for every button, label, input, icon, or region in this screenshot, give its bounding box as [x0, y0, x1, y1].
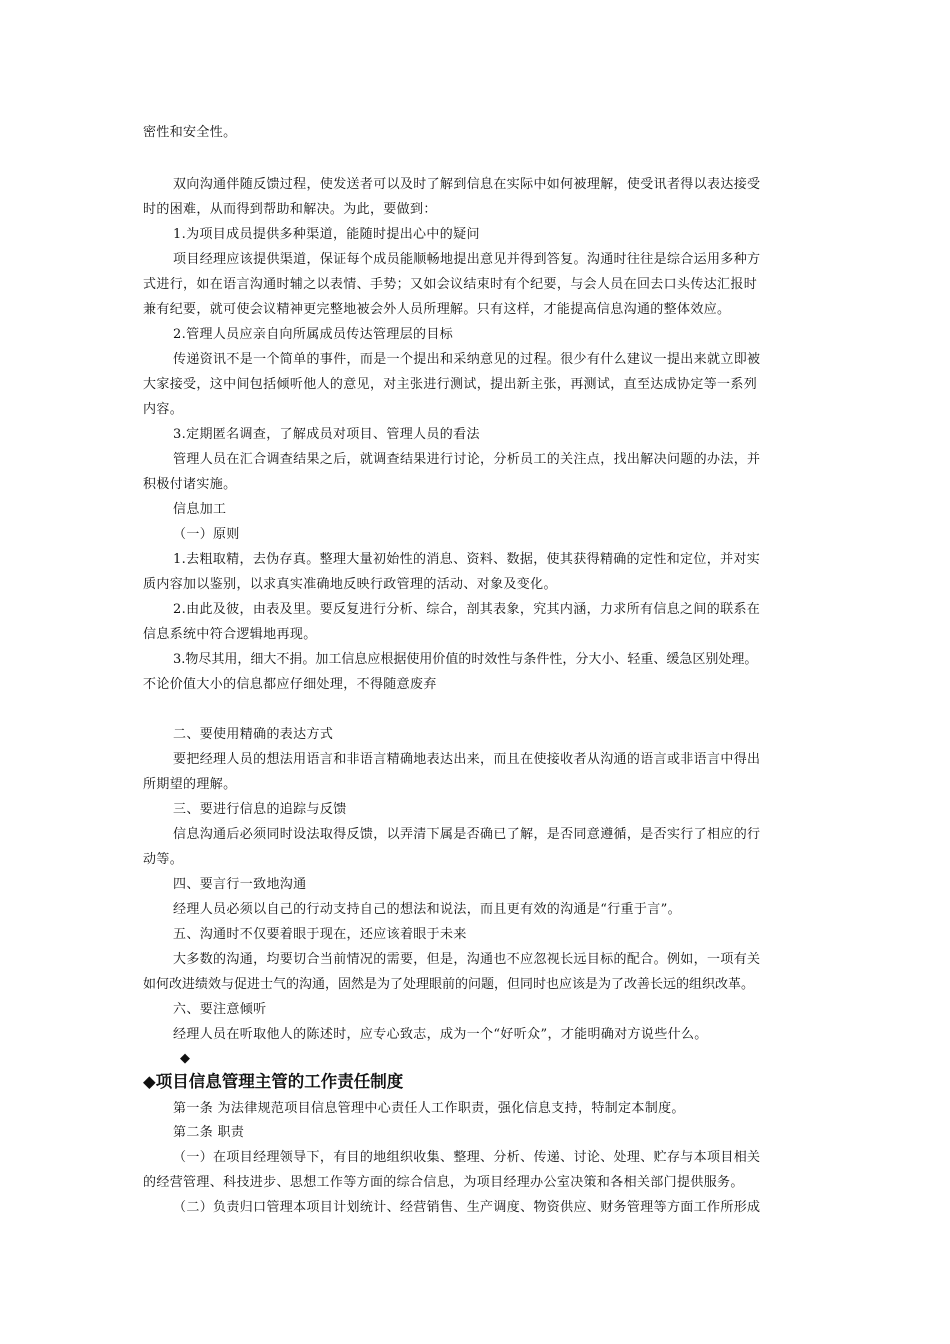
text-line: 传递资讯不是一个简单的事件，而是一个提出和采纳意见的过程。很少有什么建议一提出来就立即被	[173, 352, 761, 367]
section-heading: ◆项目信息管理主管的工作责任制度	[143, 1072, 404, 1091]
text-line: 三、要进行信息的追踪与反馈	[173, 802, 347, 817]
text-line: 3.定期匿名调查，了解成员对项目、管理人员的看法	[173, 427, 480, 442]
text-line: 经理人员在听取他人的陈述时，应专心致志，成为一个“好听众”，才能明确对方说些什么。	[173, 1027, 708, 1042]
text-line: 四、要言行一致地沟通	[173, 877, 307, 892]
text-line: 管理人员在汇合调查结果之后，就调查结果进行讨论，分析员工的关注点，找出解决问题的办法，并	[173, 452, 761, 467]
text-line: 经理人员必须以自己的行动支持自己的想法和说法，而且更有效的沟通是“行重于言”。	[173, 902, 681, 917]
text-line: 2.管理人员应亲自向所属成员传达管理层的目标	[173, 327, 454, 342]
text-line: 第一条 为法律规范项目信息管理中心责任人工作职责，强化信息支持，特制定本制度。	[173, 1101, 685, 1116]
text-line: 内容。	[143, 402, 184, 417]
text-line: （一）在项目经理领导下，有目的地组织收集、整理、分析、传递、讨论、处理、贮存与本项目相关	[173, 1150, 761, 1165]
text-line: 信息沟通后必须同时设法取得反馈，以弄清下属是否确已了解，是否同意遵循，是否实行了相应的行	[173, 827, 761, 842]
text-line: 2.由此及彼，由表及里。要反复进行分析、综合，剖其表象，究其内涵，力求所有信息之间的联系在	[173, 602, 761, 617]
text-line: 大多数的沟通，均要切合当前情况的需要，但是，沟通也不应忽视长远目标的配合。例如，一项有关	[173, 952, 761, 967]
text-line: 3.物尽其用，细大不捐。加工信息应根据使用价值的时效性与条件性，分大小、轻重、缓急区别处理。	[173, 652, 758, 667]
text-line: 六、要注意倾听	[173, 1002, 267, 1017]
text-line: 第二条 职责	[173, 1125, 245, 1140]
text-line: 双向沟通伴随反馈过程，使发送者可以及时了解到信息在实际中如何被理解，使受讯者得以表达接受	[173, 177, 761, 192]
text-line: （二）负责归口管理本项目计划统计、经营销售、生产调度、物资供应、财务管理等方面工作所形成	[173, 1200, 761, 1215]
text-line: 要把经理人员的想法用语言和非语言精确地表达出来，而且在使接收者从沟通的语言或非语言中得出	[173, 752, 761, 767]
text-line: 时的困难，从而得到帮助和解决。为此，要做到：	[143, 202, 437, 217]
text-line: 如何改进绩效与促进士气的沟通，固然是为了处理眼前的问题，但同时也应该是为了改善长远的组织改革。	[143, 977, 755, 992]
text-line: 信息加工	[173, 502, 227, 517]
text-line: 信息系统中符合逻辑地再现。	[143, 627, 317, 642]
text-line: 的经营管理、科技进步、思想工作等方面的综合信息，为项目经理办公室决策和各相关部门提供服务。	[143, 1175, 744, 1190]
text-line: 积极付诸实施。	[143, 477, 237, 492]
text-line: 质内容加以鉴别，以求真实准确地反映行政管理的活动、对象及变化。	[143, 577, 557, 592]
text-line: 二、要使用精确的表达方式	[173, 727, 334, 742]
text-line: 兼有纪要，就可使会议精神更完整地被会外人员所理解。只有这样，才能提高信息沟通的整体效应。	[143, 302, 731, 317]
text-line: 式进行，如在语言沟通时辅之以表情、手势；又如会议结束时有个纪要，与会人员在回去口头传达汇报时	[143, 277, 758, 292]
text-line: 不论价值大小的信息都应仔细处理，不得随意废弃	[143, 677, 437, 692]
text-line: 1.去粗取精，去伪存真。整理大量初始性的消息、资料、数据，使其获得精确的定性和定位，并对实	[173, 552, 761, 567]
text-line: 项目经理应该提供渠道，保证每个成员能顺畅地提出意见并得到答复。沟通时往往是综合运用多种方	[173, 252, 761, 267]
diamond-bullet-icon: ◆	[180, 1051, 190, 1066]
text-line: 所期望的理解。	[143, 777, 237, 792]
text-line: 大家接受，这中间包括倾听他人的意见，对主张进行测试，提出新主张，再测试，直至达成协定等一系列	[143, 377, 758, 392]
text-line: 动等。	[143, 852, 184, 867]
text-line: 1.为项目成员提供多种渠道，能随时提出心中的疑问	[173, 227, 480, 242]
text-line: 五、沟通时不仅要着眼于现在，还应该着眼于未来	[173, 927, 467, 942]
text-line: 密性和安全性。	[143, 125, 237, 140]
text-line: （一）原则	[173, 527, 240, 542]
